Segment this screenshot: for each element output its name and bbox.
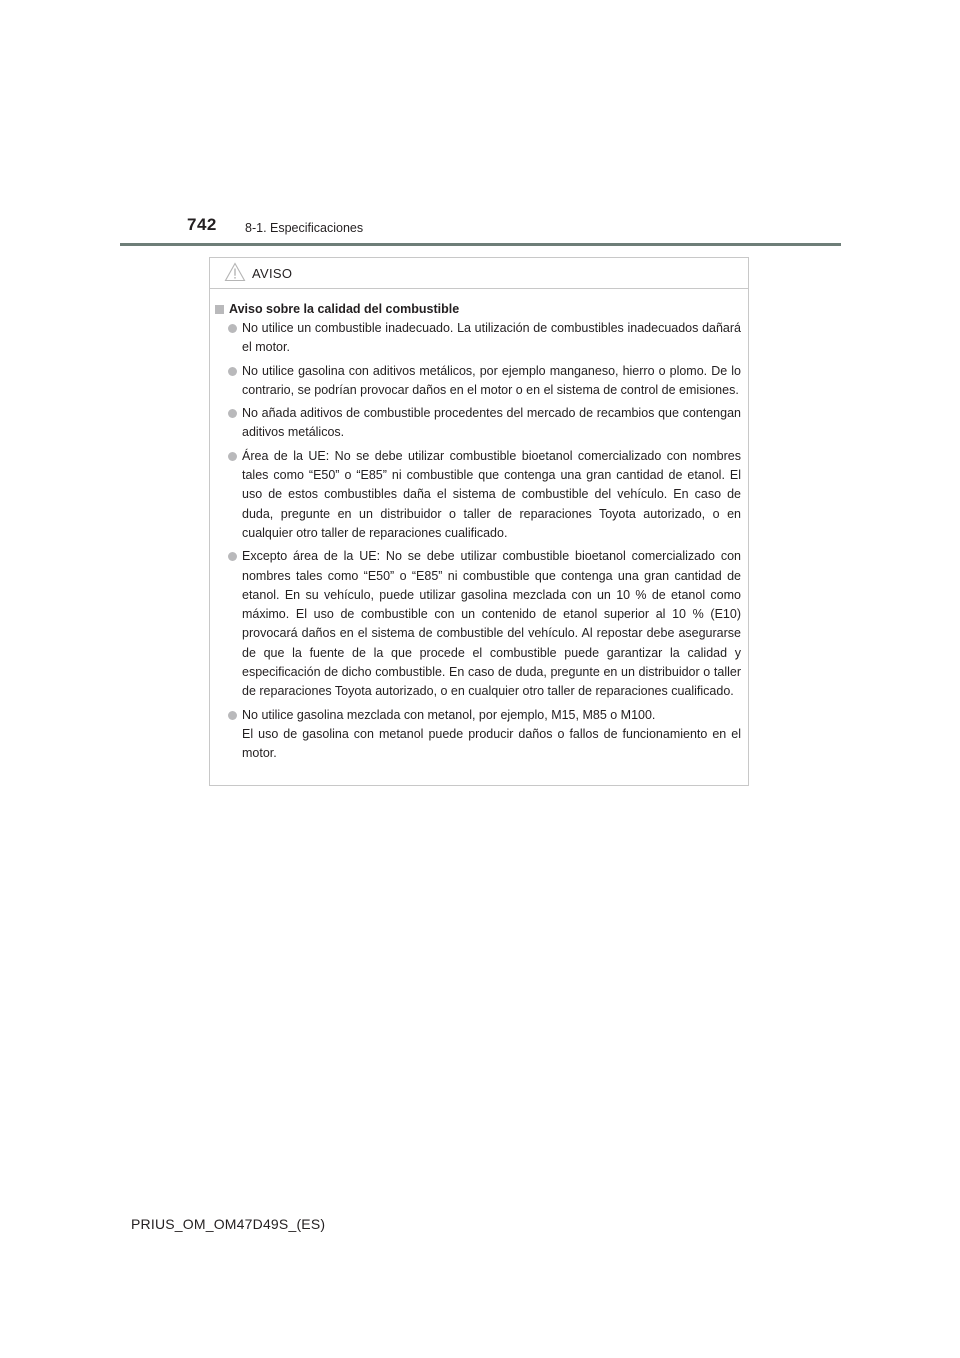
round-bullet-icon: [228, 324, 237, 333]
page-number: 742: [187, 215, 217, 234]
bullet-list: [210, 319, 748, 764]
round-bullet-icon: [228, 452, 237, 461]
square-bullet-icon: [215, 305, 224, 314]
subheading-text: Aviso sobre la calidad del combustible: [229, 302, 460, 316]
round-bullet-icon: [228, 367, 237, 376]
bullet-text: El uso de gasolina con metanol puede producir daños o fallos de funcionamiento en el motor.: [242, 726, 741, 761]
warning-triangle-icon: [224, 262, 246, 282]
list-item: [242, 547, 741, 701]
list-item: [242, 404, 741, 443]
page-header: [0, 0, 960, 250]
list-item: [242, 362, 741, 401]
warning-body: [210, 300, 748, 768]
warning-box: [209, 257, 749, 786]
bullet-text: No utilice gasolina con aditivos metálicos, por ejemplo manganeso, hierro o plomo. De lo contrario, se podrían provocar daños en el motor o en el sistema de control de emisiones.: [242, 363, 741, 397]
bullet-text: No añada aditivos de combustible procedentes del mercado de recambios que contengan aditivos metálicos.: [242, 406, 741, 440]
bullet-text: No utilice gasolina mezclada con metanol, por ejemplo, M15, M85 o M100.: [242, 707, 656, 722]
warning-header: [210, 258, 748, 289]
bullet-text: No utilice un combustible inadecuado. La utilización de combustibles inadecuados dañará el motor.: [242, 321, 741, 355]
warning-label: AVISO: [252, 266, 293, 281]
header-rule: [120, 243, 841, 246]
list-item: [242, 319, 741, 358]
section-title: 8-1. Especificaciones: [245, 221, 364, 235]
round-bullet-icon: [228, 711, 237, 720]
bullet-text: Área de la UE: No se debe utilizar combustible bioetanol comercializado con nombres tales como “E50” o “E85” ni combustible que contenga una gran cantidad de etanol. El uso de estos combustibles daña el sistema de combustible del vehículo. En caso de duda, pregunte en un distribuidor o taller de reparaciones Toyota autorizado, o en cualquier otro taller de reparaciones cualificado.: [242, 448, 741, 540]
footer-code: PRIUS_OM_OM47D49S_(ES): [131, 1216, 326, 1232]
list-item: [242, 706, 741, 764]
round-bullet-icon: [228, 409, 237, 418]
bullet-text: Excepto área de la UE: No se debe utilizar combustible bioetanol comercializado con nombres tales como “E50” o “E85” ni combustible que contenga una gran cantidad de etanol. En su vehículo, puede utilizar gasolina mezclada con un 10 % de etanol como máximo. El uso de combustible con un contenido de etanol superior al 10 % (E10) provocará daños en el sistema de combustible del vehículo. Al repostar debe asegurarse de que la fuente de la que procede el combustible puede garantizar la calidad y especificación de dicho combustible. En caso de duda, pregunte en un distribuidor o taller de reparaciones Toyota autorizado, o en cualquier otro taller de reparaciones cualificado.: [242, 549, 741, 699]
subheading: [210, 300, 748, 319]
round-bullet-icon: [228, 552, 237, 561]
list-item: [242, 447, 741, 543]
